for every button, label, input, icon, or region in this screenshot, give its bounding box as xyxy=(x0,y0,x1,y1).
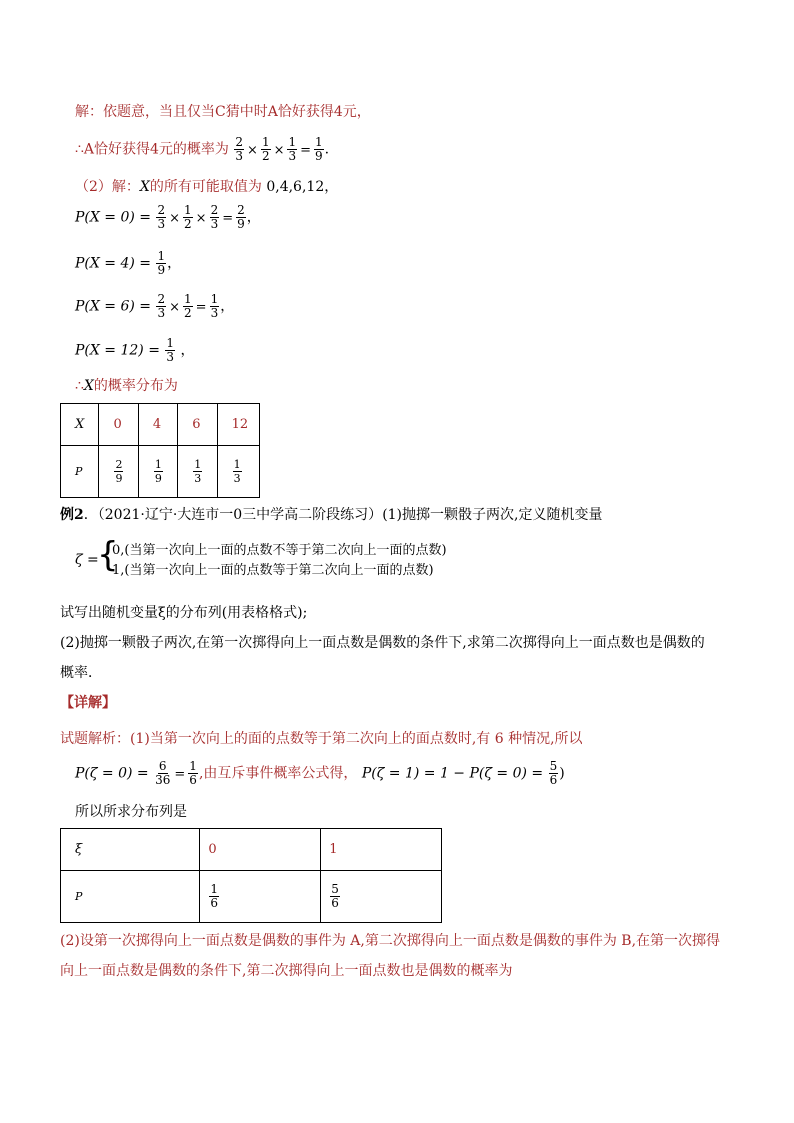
table-row xyxy=(61,829,442,871)
table-cell: 0 xyxy=(200,829,321,871)
table-cell: 0 xyxy=(99,404,138,446)
piecewise-cases xyxy=(112,541,447,581)
fraction: $\frac{1}{9}$ xyxy=(315,135,323,163)
case-2: 1,(当第一次向上一面的点数等于第二次向上一面的点数) xyxy=(112,563,434,578)
solution-line-4: (2)设第一次掷得向上一面点数是偶数的事件为 A,第二次掷得向上一面点数是偶数的事件为 B,在第一次掷得 xyxy=(60,933,721,949)
zeta-symbol: ζ = xyxy=(75,552,99,568)
solution-line-1: 试题解析：(1)当第一次向上的面的点数等于第二次向上的面点数时,有 6 种情况,所以 xyxy=(60,731,583,747)
example-2-heading: 例2．（2021·辽宁·大连市一0三中学高二阶段练习）(1)抛掷一颗骰子两次,定义随机变量 xyxy=(60,507,603,523)
table-cell: $\frac{5}{6}$ xyxy=(321,871,442,923)
p-x-0: P(X = 0) = $\frac{2}{3}$ × $\frac{1}{2}$ × $\frac{2}{3}$ = $\frac{2}{9}$ ， xyxy=(75,203,261,231)
table-row xyxy=(61,446,260,498)
table-cell: $\frac{2}{9}$ xyxy=(99,446,138,498)
table-cell: 6 xyxy=(178,404,217,446)
table-header-cell: P xyxy=(61,446,99,498)
table-cell: $\frac{1}{9}$ xyxy=(138,446,177,498)
table-cell: 1 xyxy=(321,829,442,871)
question-1-tail: 试写出随机变量ξ的分布列(用表格格式); xyxy=(60,605,308,621)
table-cell: $\frac{1}{3}$ xyxy=(217,446,259,498)
example-label: 例2 xyxy=(60,507,84,523)
solution-line-5: 向上一面点数是偶数的条件下,第二次掷得向上一面点数也是偶数的概率为 xyxy=(60,963,513,979)
table-cell: $\frac{1}{3}$ xyxy=(178,446,217,498)
table-header-cell: ξ xyxy=(61,829,200,871)
prob-text: ∴A恰好获得4元的概率为 xyxy=(75,141,229,158)
table-header-cell: X xyxy=(61,404,99,446)
fraction: $\frac{2}{3}$ xyxy=(235,135,244,163)
dist-heading: ∴X的概率分布为 xyxy=(75,378,178,394)
fraction: $\frac{1}{3}$ xyxy=(288,135,297,163)
table-row xyxy=(61,404,260,446)
table-row xyxy=(61,871,442,923)
part2-intro: （2）解： xyxy=(75,179,140,195)
solution-line-2: ∴A恰好获得4元的概率为 $\frac{2}{3}$ × $\frac{1}{2}$ × $\frac{1}{3}$ = $\frac{1}{9}$ . xyxy=(75,135,330,163)
solution-text: 解：依题意，当且仅当C猜中时A恰好获得4元， xyxy=(75,104,371,120)
brace: { xyxy=(97,535,119,575)
fraction: $\frac{1}{2}$ xyxy=(261,135,270,163)
solution-line-1 xyxy=(75,103,371,121)
detail-heading: 【详解】 xyxy=(60,695,116,711)
p-x-6: P(X = 6) = $\frac{2}{3}$ × $\frac{1}{2}$ = $\frac{1}{3}$ ， xyxy=(75,292,235,320)
solution-prob-line: P(ζ = 0) = $\frac{6}{36}$ = $\frac{1}{6}$ ,由互斥事件概率公式得， P(ζ = 1) = 1 − P(ζ = 0) = $\frac{5}{6}$ ) xyxy=(75,759,565,787)
question-2-line-2: 概率． xyxy=(60,665,102,681)
p-x-4: P(X = 4) = $\frac{1}{9}$ ， xyxy=(75,249,182,277)
distribution-table-x xyxy=(60,403,260,498)
p-x-12: P(X = 12) = $\frac{1}{3}$ ， xyxy=(75,336,195,364)
distribution-table-zeta xyxy=(60,828,442,923)
table-cell: $\frac{1}{6}$ xyxy=(200,871,321,923)
table-cell: 4 xyxy=(138,404,177,446)
part2-line: （2）解：X的所有可能取值为 0,4,6,12， xyxy=(75,179,339,195)
table-cell: 12 xyxy=(217,404,259,446)
case-1: 0,(当第一次向上一面的点数不等于第二次向上一面的点数) xyxy=(112,543,447,558)
question-2-line-1: (2)抛掷一颗骰子两次,在第一次掷得向上一面点数是偶数的条件下,求第二次掷得向上一面点数也是偶数的 xyxy=(60,635,705,651)
solution-line-3: 所以所求分布列是 xyxy=(75,804,187,820)
table-header-cell: P xyxy=(61,871,200,923)
